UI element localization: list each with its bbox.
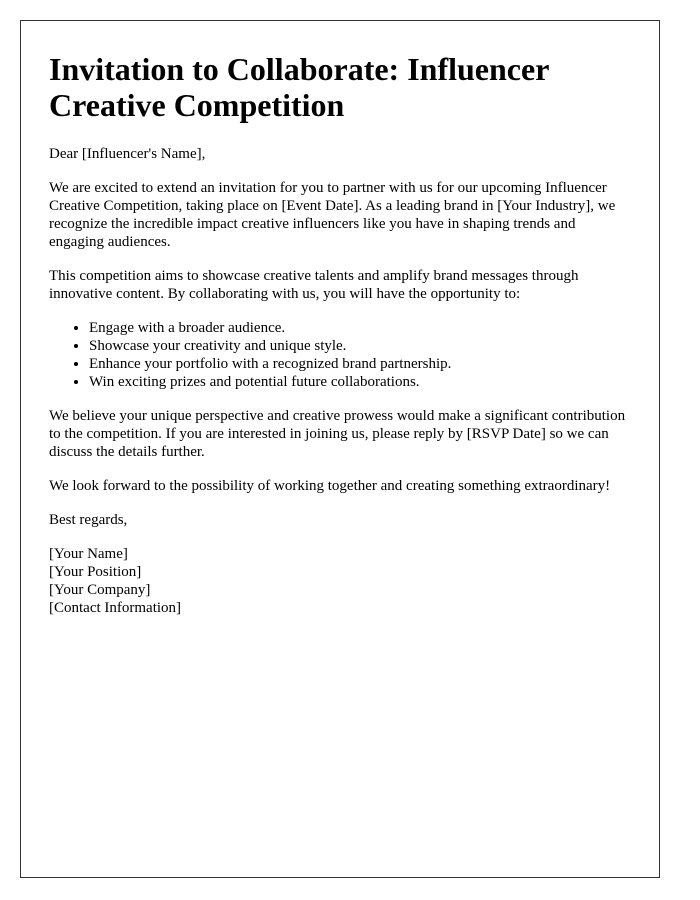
intro-paragraph: We are excited to extend an invitation for you to partner with us for our upcoming Influencer Creative Competition, taking place on [Event Date]. As a leading brand in [Your Industry], we recognize the incredible impact creative influencers like you have in shaping trends and engaging audiences.	[49, 180, 616, 250]
signature-block	[49, 545, 631, 617]
signature-name: [Your Name]	[49, 546, 128, 562]
rsvp-paragraph: We believe your unique perspective and creative prowess would make a significant contribution to the competition. If you are interested in joining us, please reply by [RSVP Date] so we can discuss the details further.	[49, 408, 626, 460]
list-item: • Enhance your portfolio with a recognized brand partnership.	[89, 355, 631, 373]
list-item: • Engage with a broader audience.	[89, 319, 631, 337]
closing-paragraph: We look forward to the possibility of working together and creating something extraordinary!	[49, 478, 611, 494]
signature-contact: [Contact Information]	[49, 600, 182, 616]
signature-position: [Your Position]	[49, 564, 142, 580]
opportunity-list	[49, 319, 631, 391]
closing-line: Best regards,	[49, 512, 128, 528]
signature-company: [Your Company]	[49, 582, 151, 598]
competition-paragraph: This competition aims to showcase creative talents and amplify brand messages through innovative content. By collaborating with us, you will have the opportunity to:	[49, 268, 579, 302]
letter-page	[20, 20, 660, 878]
salutation: Dear [Influencer's Name],	[49, 146, 206, 162]
list-item: • Win exciting prizes and potential future collaborations.	[89, 373, 631, 391]
list-item: • Showcase your creativity and unique style.	[89, 337, 631, 355]
letter-title: Invitation to Collaborate: Influencer Creative Competition	[49, 51, 549, 123]
